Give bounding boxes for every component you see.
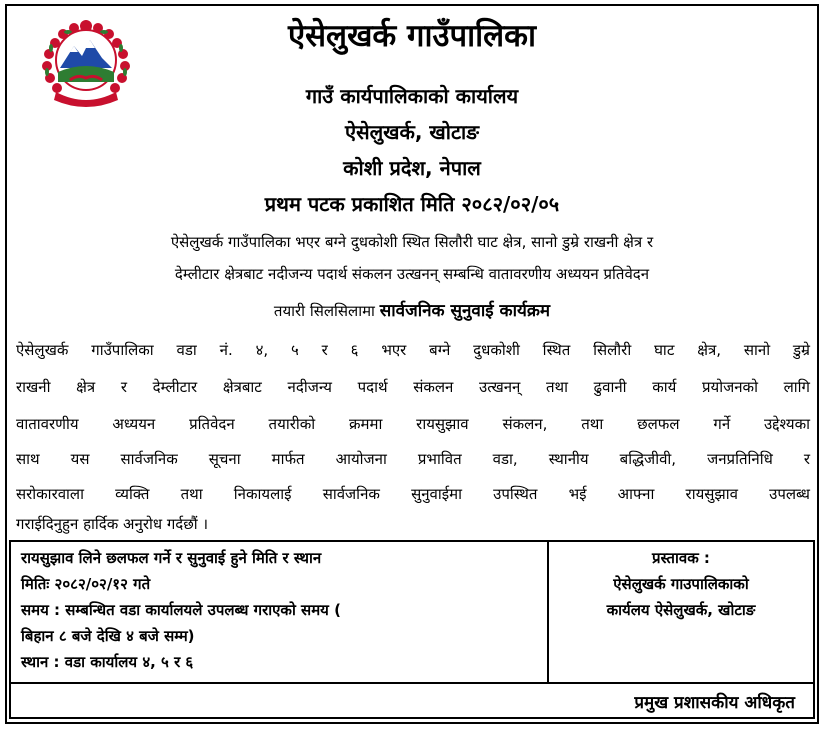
- body-line-2: राखनी क्षेत्र र देम्लीटार क्षेत्रबाट नदीजन्य पदार्थ संकलन उत्खनन् तथा ढुवानी कार्य प्रयोजनको लागि: [16, 378, 810, 396]
- hearing-date: मितिः २०८२/०२/१२ गते: [21, 575, 151, 593]
- intro-line-3-prefix: तयारी सिलसिलामा: [273, 302, 375, 320]
- hearing-time-line-1: समय : सम्बन्धित वडा कार्यालयले उपलब्ध गराएको समय (: [21, 601, 341, 619]
- body-line-6: गराईदिनुहुन हार्दिक अनुरोध गर्दछौं ।: [16, 515, 209, 533]
- intro-line-2: देम्लीटार क्षेत्रबाट नदीजन्य पदार्थ संकलन उत्खनन् सम्बन्धि वातावरणीय अध्ययन प्रतिवेदन: [174, 265, 650, 283]
- hearing-place: स्थान : वडा कार्यालय ४, ५ र ६: [21, 653, 194, 671]
- intro-line-1: ऐसेलुखर्क गाउँपालिका भएर बग्ने दुधकोशी स्थित सिलौरी घाट क्षेत्र, सानो डुम्रे राखनी क्षेत्र र: [170, 233, 654, 251]
- office-name: गाउँ कार्यपालिकाको कार्यालय: [305, 84, 519, 108]
- proposer-label: प्रस्तावक :: [652, 549, 710, 567]
- proposer-name-line-1: ऐसेलुखर्क गाउपालिकाको: [613, 575, 749, 593]
- body-line-4: साथ यस सार्वजनिक सूचना मार्फत आयोजना प्रभावित वडा, स्थानीय बद्धिजीवी, जनप्रतिनिधि र: [16, 450, 810, 468]
- body-line-1: ऐसेलुखर्क गाउँपालिका वडा नं. ४, ५ र ६ भएर बग्ने दुधकोशी स्थित सिलौरी घाट क्षेत्र, सानो डुम्रे: [16, 341, 810, 359]
- body-line-3: वातावरणीय अध्ययन प्रतिवेदन तयारीको क्रममा रायसुझाव संकलन, तथा छलफल गर्ने उद्देश्यका: [16, 415, 810, 433]
- hearing-time-line-2: बिहान ८ बजे देखि ४ बजे सम्म): [21, 627, 195, 645]
- table-divider-horizontal: [11, 682, 813, 684]
- intro-line-3: [16, 298, 808, 321]
- office-address: ऐसेलुखर्क, खोटाङ: [345, 120, 479, 144]
- province-country: कोशी प्रदेश, नेपाल: [343, 156, 481, 180]
- details-table: [9, 540, 815, 719]
- municipality-title: ऐसेलुखर्क गाउँपालिका: [287, 18, 537, 54]
- details-heading: रायसुझाव लिने छलफल गर्ने र सुनुवाई हुने मिति र स्थान: [21, 549, 322, 567]
- published-date: प्रथम पटक प्रकाशित मिति २०८२/०२/०५: [264, 192, 560, 216]
- proposer-name-line-2: कार्यलय ऐसेलुखर्क, खोटाङ: [606, 601, 756, 619]
- body-line-5: सरोकारवाला व्यक्ति तथा निकायलाई सार्वजनिक सुनुवाईमा उपस्थित भई आफ्ना रायसुझाव उपलब्ध: [16, 485, 810, 503]
- signatory-title: प्रमुख प्रशासकीय अधिकृत: [634, 693, 795, 713]
- public-hearing-program: सार्वजनिक सुनुवाई कार्यक्रम: [379, 301, 551, 321]
